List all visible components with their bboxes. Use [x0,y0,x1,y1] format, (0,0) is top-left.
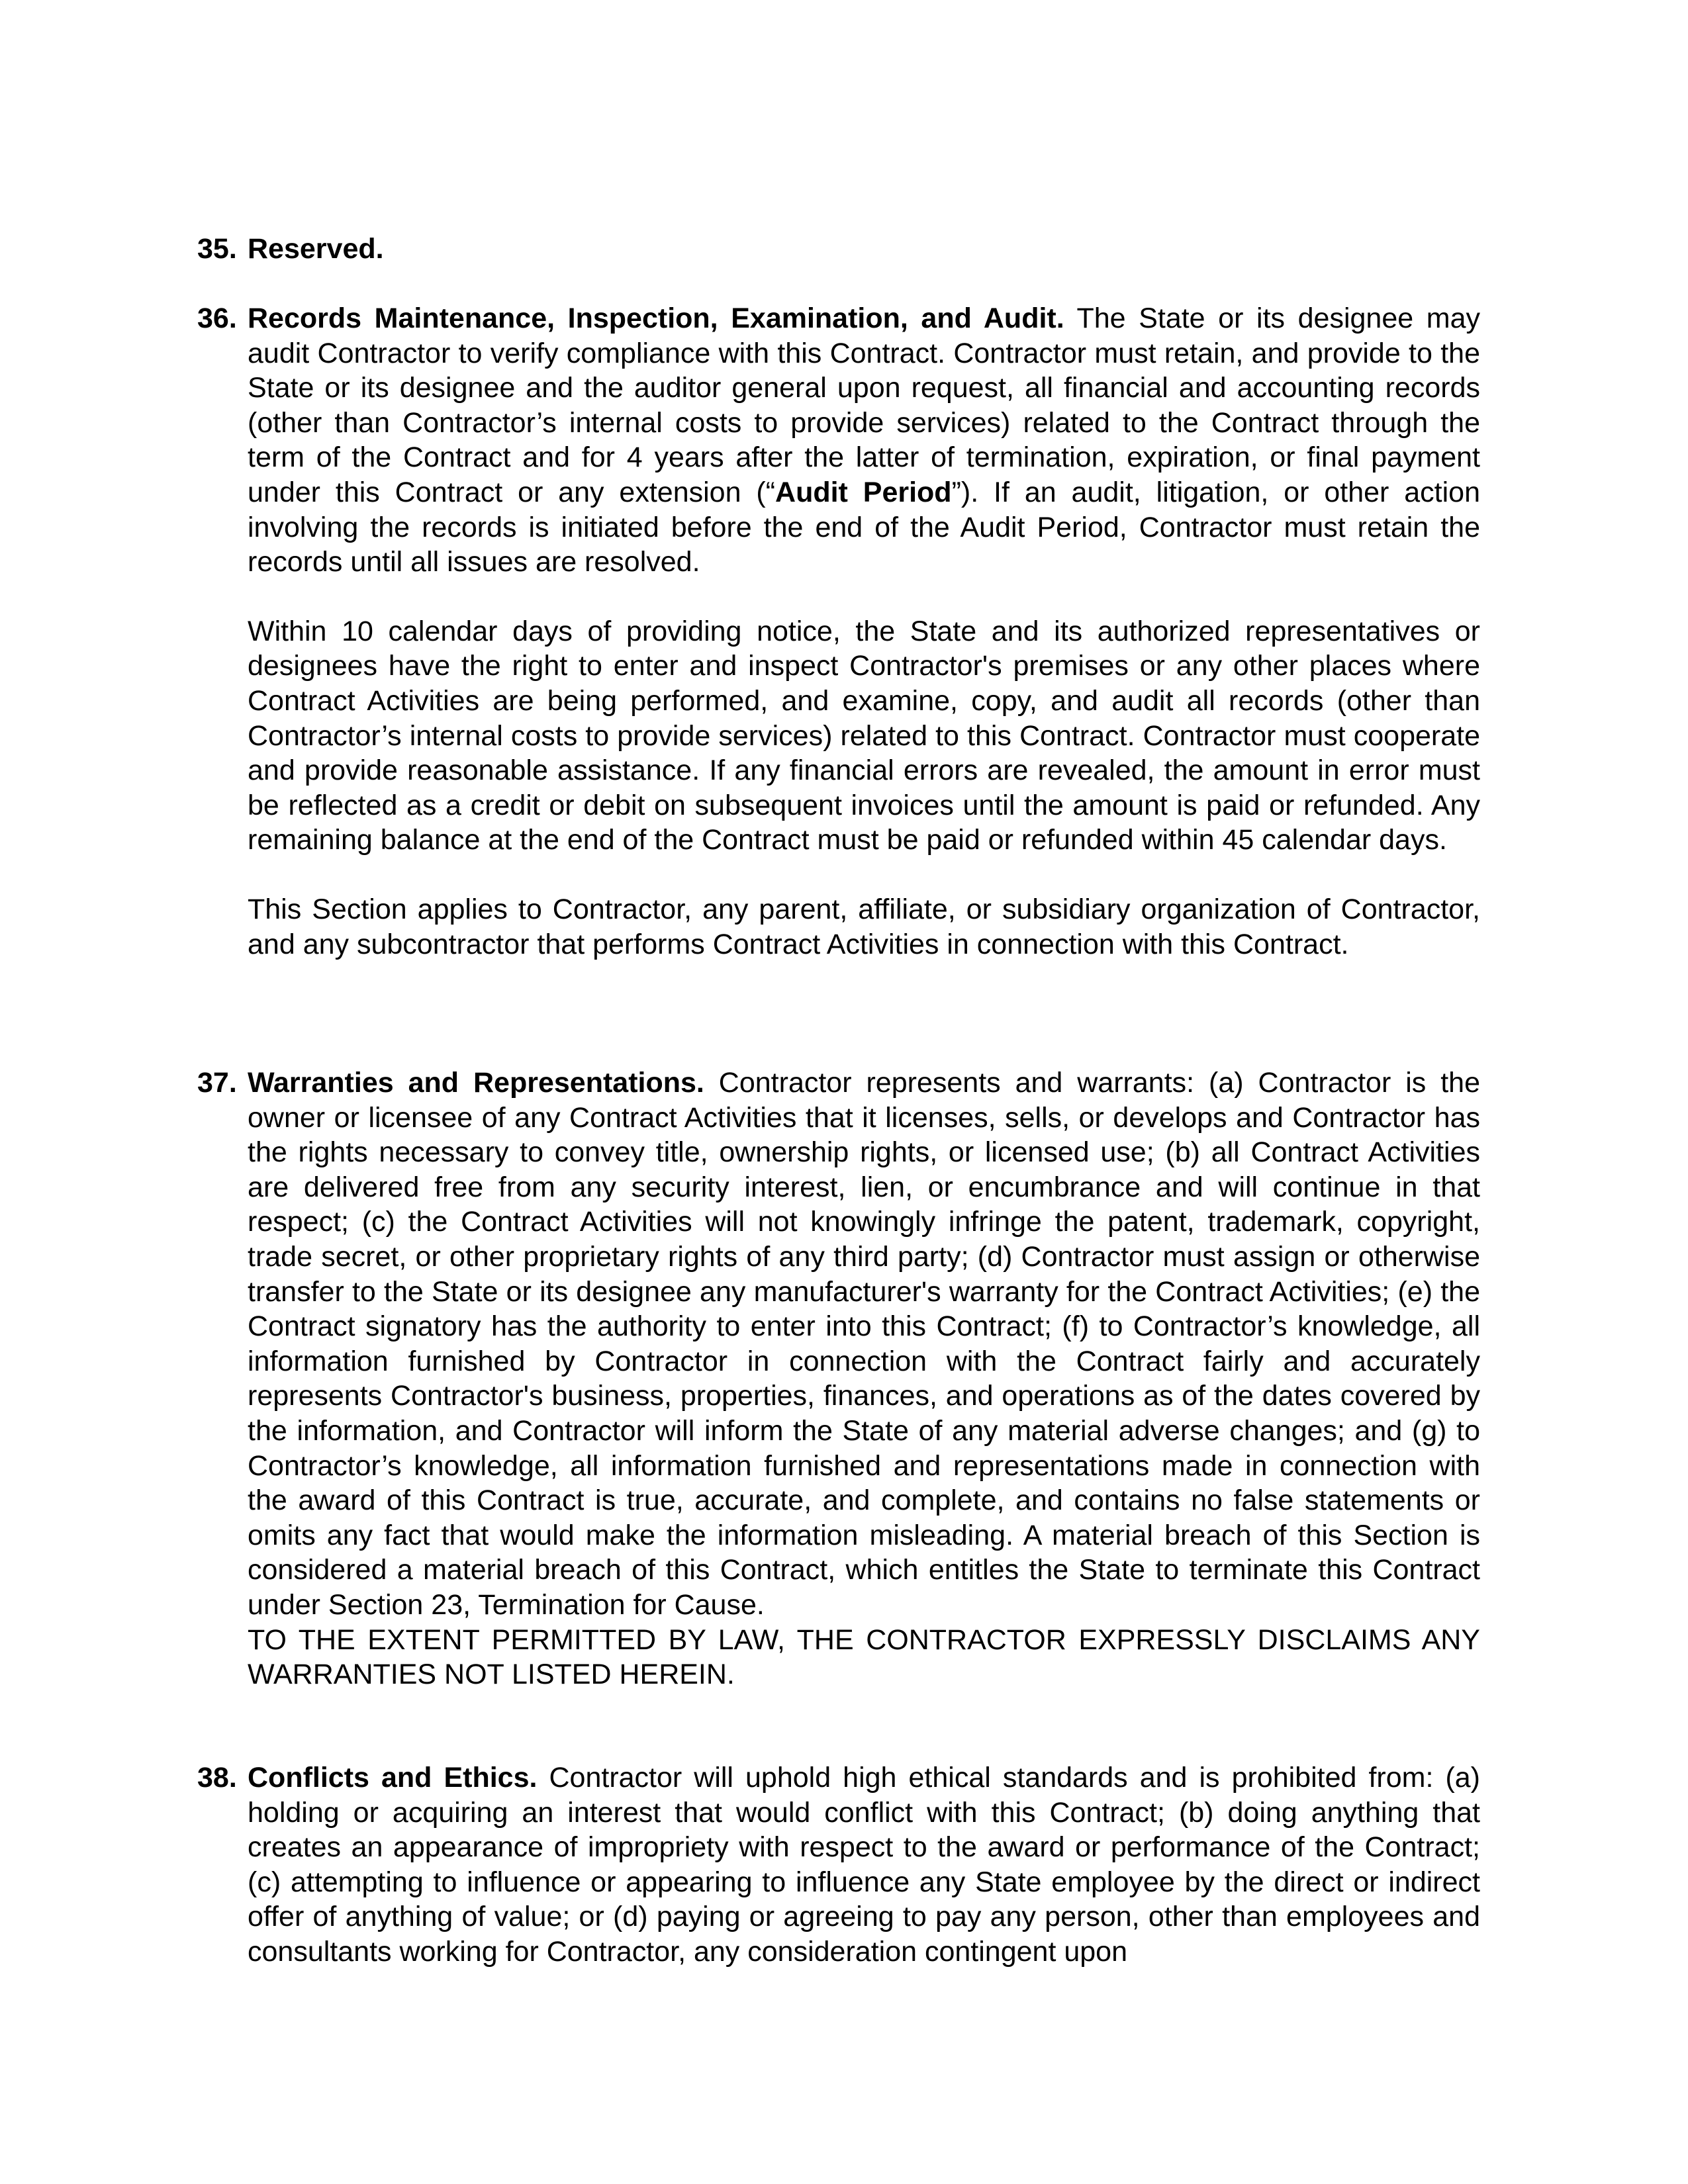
section-heading: Reserved. [248,233,384,265]
section-38 [197,1760,1480,1970]
section-heading: Conflicts and Ethics. [248,1762,538,1794]
section-number: 38. [197,1762,237,1794]
section-number: 36. [197,302,237,334]
disclaimer-paragraph: TO THE EXTENT PERMITTED BY LAW, THE CONTRACTOR EXPRESSLY DISCLAIMS ANY WARRANTIES NOT LISTED HEREIN. [248,1623,1480,1691]
section-heading: Records Maintenance, Inspection, Examination, and Audit. [248,302,1064,334]
section-paragraph [248,1066,1480,1623]
section-paragraph: This Section applies to Contractor, any parent, affiliate, or subsidiary organization of Contractor, and any subcontractor that performs Contract Activities in connection with this Contract. [248,893,1480,960]
paragraph-text: The State or its designee may audit Contractor to verify compliance with this Contract. Contractor must retain, and provide to the State or its designee and the auditor general upon request, all financial and accounting records (other than Contractor’s internal costs to provide services) related to the Contract through the term of the Contract and for 4 years after the latter of termination, expiration, or final payment under this Contract or any extension (“ [248,302,1480,508]
section-number: 37. [197,1067,237,1099]
section-paragraph [248,1760,1480,1970]
section-heading: Warranties and Representations. [248,1067,704,1099]
paragraph-text: Contractor will uphold high ethical standards and is prohibited from: (a) holding or acquiring an interest that would conflict with this Contract; (b) doing anything that creates an appearance of impropriety with respect to the award or performance of the Contract; (c) attempting to influence or appearing to influence any State employee by the direct or indirect offer of anything of value; or (d) paying or agreeing to pay any person, other than employees and consultants working for Contractor, any consideration contingent upon [248,1762,1480,1968]
paragraph-text: ”). If an audit, litigation, or other action involving the records is initiated before the end of the Audit Period, Contractor must retain the records until all issues are resolved. [248,476,1481,578]
section-body [248,232,1480,267]
paragraph-text: Contractor represents and warrants: (a) Contractor is the owner or licensee of any Contract Activities that it licenses, sells, or develops and Contractor has the rights necessary to convey title, ownership rights, or licensed use; (b) all Contract Activities are delivered free from any security interest, lien, or encumbrance and will continue in that respect; (c) the Contract Activities will not knowingly infringe the patent, trademark, copyright, trade secret, or other proprietary rights of any third party; (d) Contractor must assign or otherwise transfer to the State or its designee any manufacturer's warranty for the Contract Activities; (e) the Contract signatory has the authority to enter into this Contract; (f) to Contractor’s knowledge, all information furnished by Contractor in connection with the Contract fairly and accurately represents Contractor's business, properties, finances, and operations as of the dates covered by the information, and Contractor will inform the State of any material adverse changes; and (g) to Contractor’s knowledge, all information furnished and representations made in connection with the award of this Contract is true, accurate, and complete, and contains no false statements or omits any fact that would make the information misleading. A material breach of this Section is considered a material breach of this Contract, which entitles the State to terminate this Contract under Section 23, Termination for Cause. [248,1067,1480,1621]
section-number: 35. [197,233,237,265]
section-paragraph [248,301,1480,580]
section-paragraph: Within 10 calendar days of providing notice, the State and its authorized representatives or designees have the right to enter and inspect Contractor's premises or any other places where Contract Activities are being performed, and examine, copy, and audit all records (other than Contractor’s internal costs to provide services) related to this Contract. Contractor must cooperate and provide reasonable assistance. If any financial errors are revealed, the amount in error must be reflected as a credit or debit on subsequent invoices until the amount is paid or refunded. Any remaining balance at the end of the Contract must be paid or refunded within 45 calendar days. [248,615,1480,856]
defined-term: Audit Period [775,476,952,508]
section-35 [197,232,1480,267]
section-37 [197,1066,1480,1692]
section-36 [197,301,1480,962]
